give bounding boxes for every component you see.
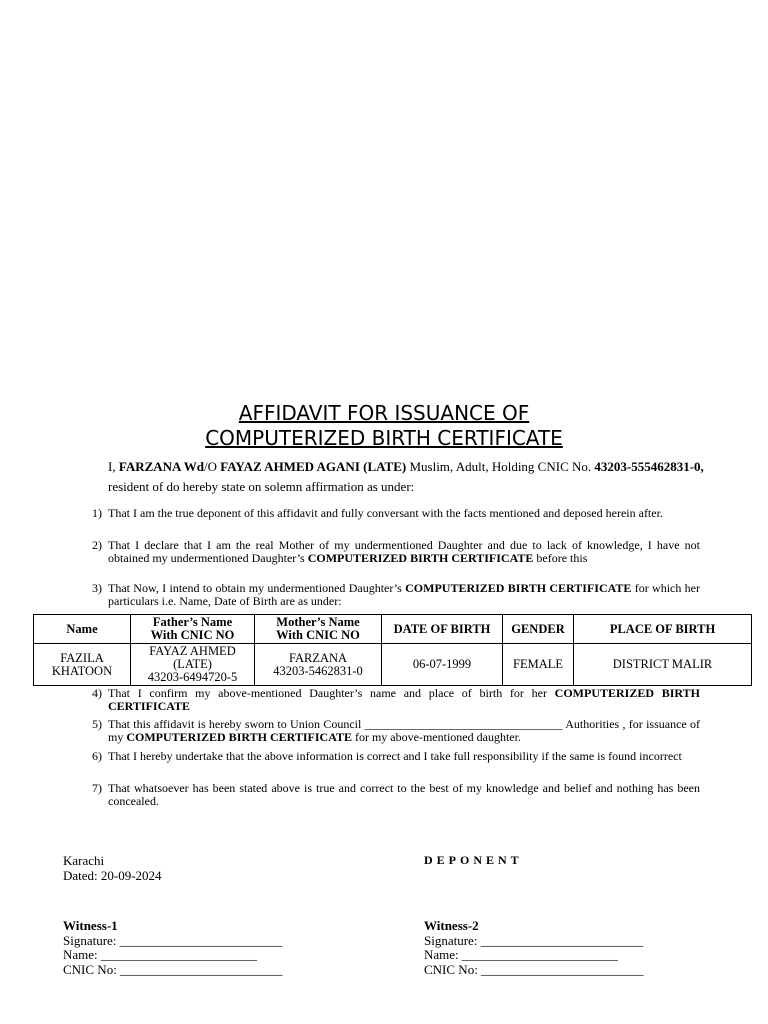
clause-2 <box>80 539 700 565</box>
date-of-signing: Dated: 20-09-2024 <box>63 868 162 883</box>
clause-number: 2) <box>92 538 102 552</box>
header-dob: DATE OF BIRTH <box>382 615 503 644</box>
cell-name: FAZILA KHATOON <box>34 644 131 686</box>
witness-1-signature: Signature: _________________________ <box>63 932 283 948</box>
clause-text-bold: COMPUTERIZED BIRTH CERTIFICATE <box>405 581 632 595</box>
deponent-name: FARZANA Wd <box>118 459 204 474</box>
witness-2-cnic: CNIC No: _________________________ <box>424 961 644 977</box>
title-line-1: AFFIDAVIT FOR ISSUANCE OF <box>238 401 530 425</box>
clause-text: That whatsoever has been stated above is true and correct to the best of my knowledge and belief and nothing has been concealed. <box>108 781 700 808</box>
witness-2-block <box>424 919 644 977</box>
clause-text-pre: That this affidavit is hereby sworn to Union Council _________________________________ Authorities , for issuance of my <box>108 717 700 744</box>
clause-number: 1) <box>92 506 102 520</box>
clause-text <box>108 687 700 713</box>
clause-text: That I am the true deponent of this affidavit and fully conversant with the facts mentioned and deposed herein after. <box>108 506 663 520</box>
intro-text-1: I, <box>108 459 119 474</box>
clause-text-post: for my above-mentioned daughter. <box>351 730 521 744</box>
header-gender: GENDER <box>503 615 574 644</box>
witness-1-name: Name: ________________________ <box>63 947 257 962</box>
clause-3 <box>80 582 700 608</box>
deponent-signature-label: DEPONENT <box>424 853 523 867</box>
clause-text-pre: That I declare that I am the real Mother of my undermentioned Daughter and due to lack of knowledge, I have not obtained my undermentioned Daughter’s <box>108 538 700 565</box>
clause-number: 7) <box>92 781 102 795</box>
daughter-particulars-table <box>33 614 752 686</box>
clause-text <box>108 718 700 744</box>
header-name: Name <box>34 615 131 644</box>
clause-text-post: before this <box>533 551 588 565</box>
intro-text-3: Muslim, Adult, Holding CNIC No. <box>406 459 595 474</box>
deponent-cnic: 43203-555462831-0, <box>594 459 704 474</box>
intro-text-4: resident of do hereby state on solemn affirmation as under: <box>108 479 415 494</box>
clause-number: 4) <box>92 686 102 700</box>
cell-dob: 06-07-1999 <box>382 644 503 686</box>
clause-5 <box>80 718 700 744</box>
clause-7 <box>80 782 700 808</box>
witness-1-cnic: CNIC No: _________________________ <box>63 961 283 977</box>
witness-2-signature: Signature: _________________________ <box>424 932 644 948</box>
witness-2-heading: Witness-2 <box>424 918 479 933</box>
clause-text <box>108 539 700 565</box>
clause-text <box>108 582 700 608</box>
clause-text-bold: COMPUTERIZED BIRTH CERTIFICATE <box>307 551 534 565</box>
cell-father: FAYAZ AHMED (LATE) 43203-6494720-5 <box>131 644 255 686</box>
intro-paragraph <box>108 457 708 497</box>
clause-number: 5) <box>92 717 102 731</box>
table-header-row <box>34 615 752 644</box>
witness-1-block <box>63 919 283 977</box>
clause-text-bold: COMPUTERIZED BIRTH CERTIFICATE <box>108 686 700 713</box>
clause-text: That I hereby undertake that the above information is correct and I take full responsibility if the same is found incorrect <box>108 749 682 763</box>
header-father: Father’s Name With CNIC NO <box>131 615 255 644</box>
table-row <box>34 644 752 686</box>
clause-4 <box>80 687 700 713</box>
intro-text-2: /O <box>203 459 221 474</box>
header-place: PLACE OF BIRTH <box>574 615 752 644</box>
witness-2-name: Name: ________________________ <box>424 947 618 962</box>
witness-1-heading: Witness-1 <box>63 918 118 933</box>
cell-mother: FARZANA 43203-5462831-0 <box>255 644 382 686</box>
clause-text-pre: That I confirm my above-mentioned Daughter’s name and place of birth for her <box>108 686 555 700</box>
clause-1 <box>80 507 700 520</box>
clause-number: 6) <box>92 749 102 763</box>
affidavit-title <box>0 401 768 451</box>
place-of-signing: Karachi <box>63 853 105 868</box>
title-line-2: COMPUTERIZED BIRTH CERTIFICATE <box>205 426 563 450</box>
clause-number: 3) <box>92 581 102 595</box>
cell-gender: FEMALE <box>503 644 574 686</box>
clause-text-post: for which her particulars i.e. Name, Date of Birth are as under: <box>108 581 700 608</box>
clause-text-bold: COMPUTERIZED BIRTH CERTIFICATE <box>126 730 352 744</box>
husband-name: FAYAZ AHMED AGANI (LATE) <box>220 459 407 474</box>
clause-6 <box>80 750 700 763</box>
header-mother: Mother’s Name With CNIC NO <box>255 615 382 644</box>
clause-text-pre: That Now, I intend to obtain my undermentioned Daughter’s <box>108 581 406 595</box>
cell-place: DISTRICT MALIR <box>574 644 752 686</box>
